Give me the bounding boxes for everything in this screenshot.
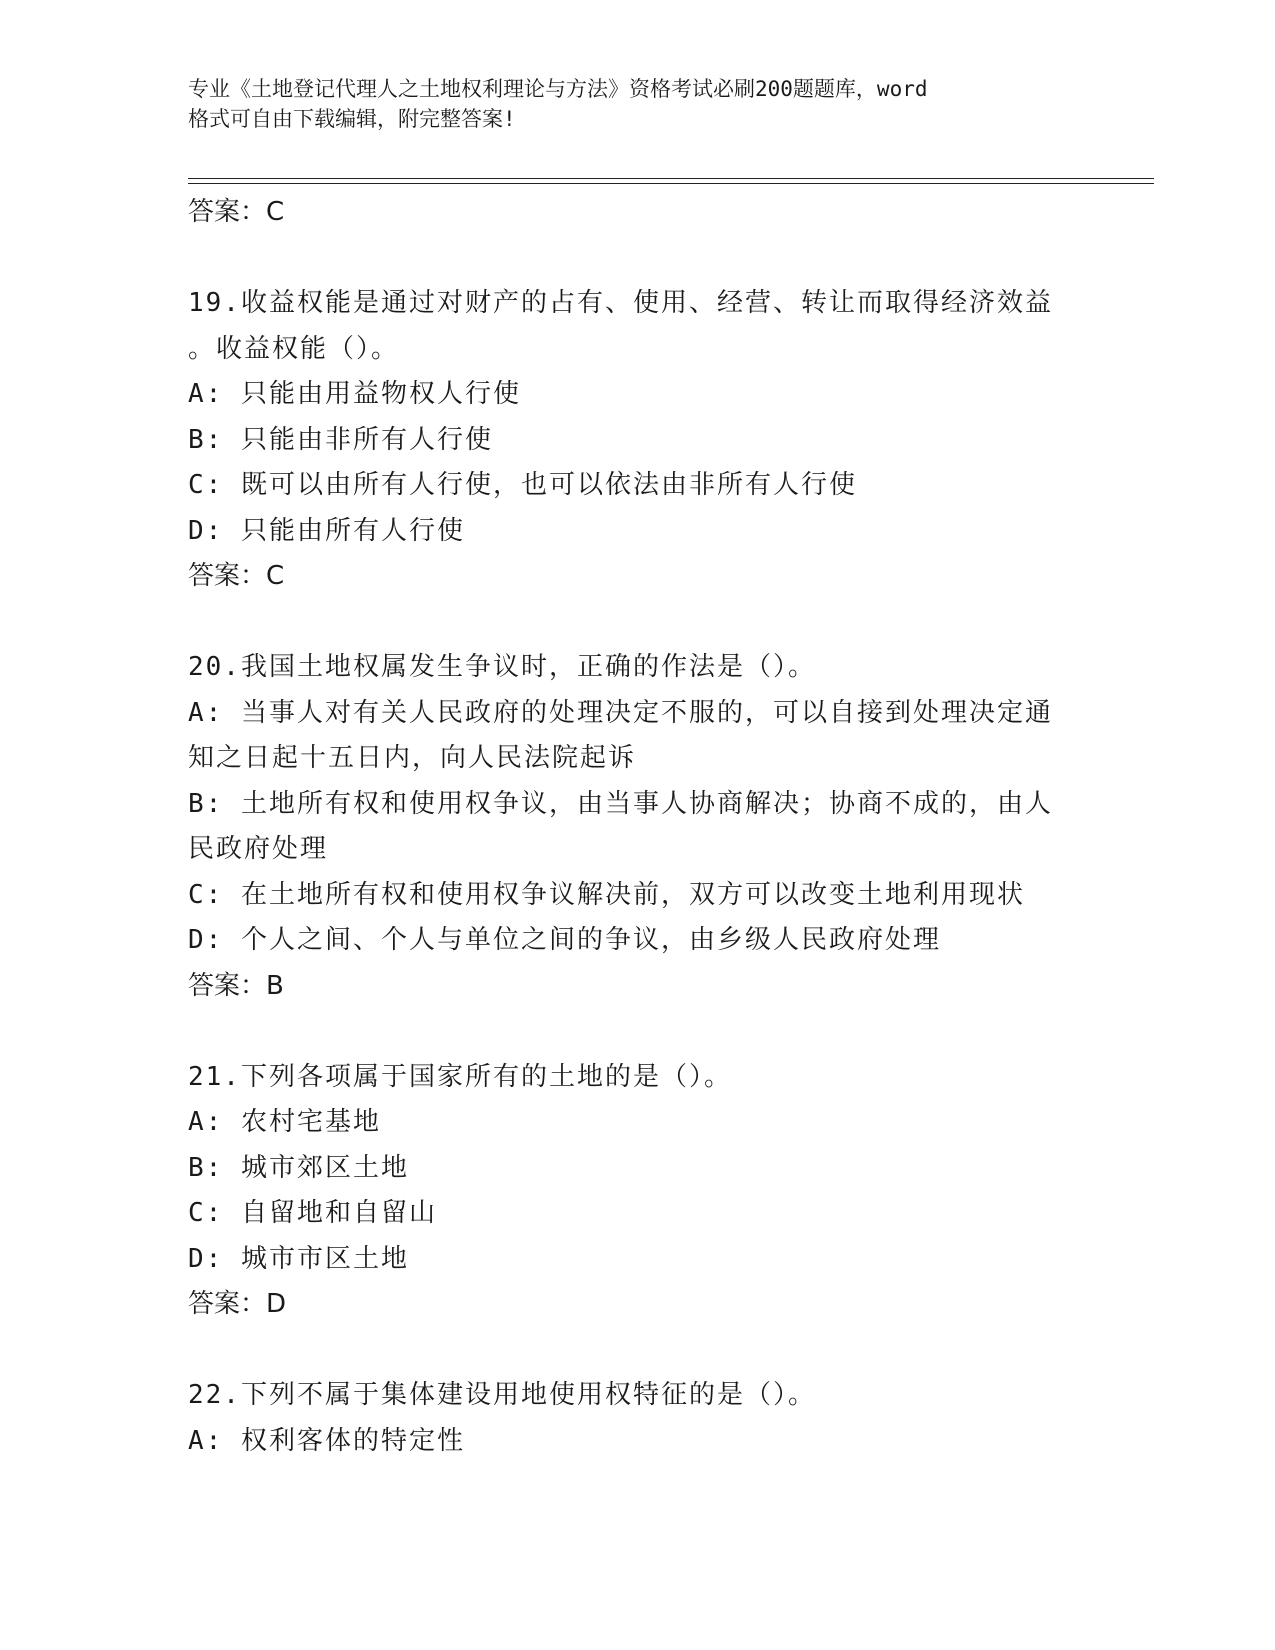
question-text: 22.下列不属于集体建设用地使用权特征的是（）。 — [188, 1380, 816, 1410]
spacer — [188, 1009, 1088, 1055]
answer: 答案：B — [188, 970, 284, 1001]
option-d: D: 个人之间、个人与单位之间的争议，由乡级人民政府处理 — [188, 925, 941, 955]
question-text: 19.收益权能是通过对财产的占有、使用、经营、转让而取得经济效益 — [188, 288, 1053, 318]
option-c: C: 既可以由所有人行使，也可以依法由非所有人行使 — [188, 470, 857, 500]
option-b-continued: 民政府处理 — [188, 834, 329, 864]
question-22 — [188, 1373, 1088, 1464]
question-text: 21.下列各项属于国家所有的土地的是（）。 — [188, 1061, 732, 1092]
document-body — [188, 190, 1088, 1464]
spacer — [188, 236, 1088, 282]
answer: 答案：D — [188, 1289, 287, 1319]
option-b: B: 土地所有权和使用权争议，由当事人协商解决；协商不成的，由人 — [188, 788, 1053, 819]
option-b: B: 城市郊区土地 — [188, 1152, 409, 1183]
answer-previous: 答案：C — [188, 197, 285, 227]
header-line-2: 格式可自由下载编辑，附完整答案! — [188, 107, 516, 131]
option-a: A: 权利客体的特定性 — [188, 1425, 465, 1456]
option-c: C: 自留地和自留山 — [188, 1198, 437, 1228]
header-divider-bottom — [188, 183, 1154, 184]
option-c: C: 在土地所有权和使用权争议解决前，双方可以改变土地利用现状 — [188, 879, 1025, 910]
option-b: B: 只能由非所有人行使 — [188, 424, 493, 455]
answer: 答案：C — [188, 561, 285, 591]
option-a: A: 当事人对有关人民政府的处理决定不服的，可以自接到处理决定通 — [188, 697, 1053, 728]
header-line-1: 专业《土地登记代理人之土地权利理论与方法》资格考试必刷200题题库，word — [188, 77, 928, 101]
question-text: 20.我国土地权属发生争议时，正确的作法是（）。 — [188, 652, 816, 682]
question-21 — [188, 1055, 1088, 1328]
option-d: D: 城市市区土地 — [188, 1243, 409, 1274]
spacer — [188, 1328, 1088, 1374]
option-d: D: 只能由所有人行使 — [188, 515, 465, 546]
document-header — [188, 74, 1068, 134]
question-text: 。收益权能（）。 — [188, 333, 400, 364]
spacer — [188, 600, 1088, 646]
question-19 — [188, 281, 1088, 600]
question-20 — [188, 645, 1088, 1009]
option-a: A: 农村宅基地 — [188, 1107, 381, 1137]
option-a-continued: 知之日起十五日内，向人民法院起诉 — [188, 743, 637, 773]
header-divider-top — [188, 178, 1154, 179]
option-a: A: 只能由用益物权人行使 — [188, 379, 521, 409]
